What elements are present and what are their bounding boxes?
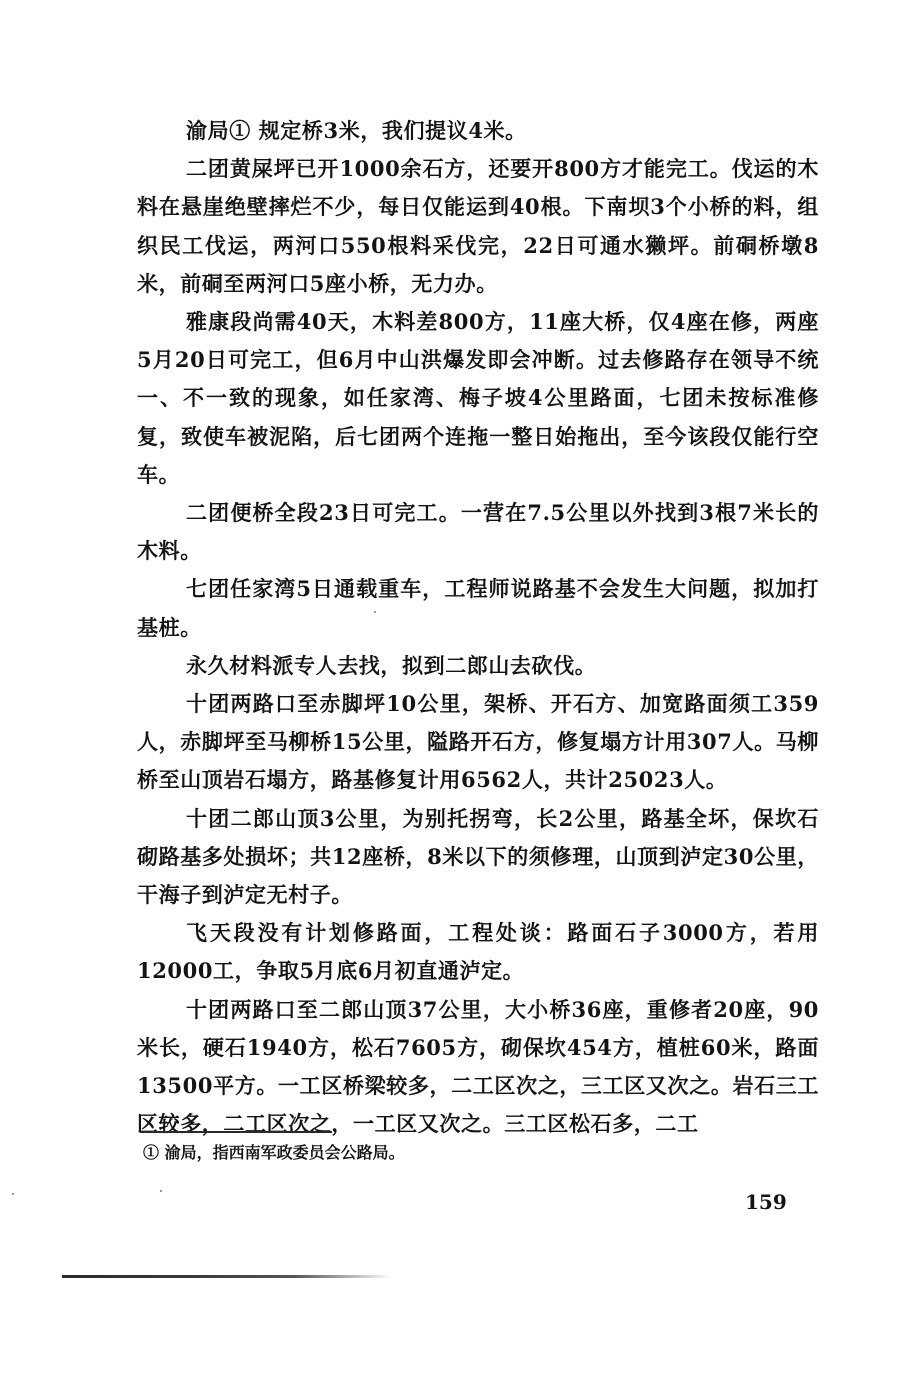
paragraph-7: 十团两路口至赤脚坪10公里，架桥、开石方、加宽路面须工359人，赤脚坪至马柳桥15公里，隘路开石方，修复塌方计用307人。马柳桥至山顶岩石塌方，路基修复计用6562人，共计25023人。 [137, 691, 819, 793]
paragraph-5: 七团任家湾5日通载重车，工程师说路基不会发生大问题，拟加打基桩。 [137, 576, 819, 640]
footnote: ① 渝局，指西南军政委员会公路局。 [143, 1143, 405, 1162]
paragraph-10: 十团两路口至二郎山顶37公里，大小桥36座，重修者20座，90米长，硬石1940方，松石7605方，砌保坎454方，植桩60米，路面13500平方。一工区桥梁较多，二工区次之，三工区又次之。岩石三工区较多，二工区次之，一工区又次之。三工区松石多，二工 [137, 996, 819, 1137]
paragraph-1: 渝局① 规定桥3米，我们提议4米。 [186, 118, 527, 143]
paragraph-3: 雅康段尚需40天，木料差800方，11座大桥，仅4座在修，两座5月20日可完工，但6月中山洪爆发即会冲断。过去修路存在领导不统一、不一致的现象，如任家湾、梅子坡4公里路面，七团未按标准修复，致使车被泥陷，后七团两个连拖一整日始拖出，至今该段仅能行空车。 [137, 309, 819, 487]
paragraph-6: 永久材料派专人去找，拟到二郎山去砍伐。 [186, 652, 597, 678]
scan-speck [12, 1193, 14, 1195]
page-number: 159 [745, 1190, 787, 1214]
paragraph-9: 飞天段没有计划修路面，工程处谈：路面石子3000方，若用12000工，争取5月底6月初直通泸定。 [137, 920, 819, 984]
scan-speck [160, 1190, 162, 1192]
footnote-divider [140, 1131, 332, 1133]
body-text [137, 112, 819, 1143]
scan-speck [374, 611, 376, 613]
paragraph-4: 二团便桥全段23日可完工。一营在7.5公里以外找到3根7米长的木料。 [137, 500, 819, 564]
scan-edge-line [62, 1275, 392, 1278]
paragraph-8: 十团二郎山顶3公里，为别托拐弯，长2公里，路基全坏，保坎石砌路基多处损坏；共12座桥，8米以下的须修理，山顶到泸定30公里，干海子到泸定无村子。 [137, 805, 819, 908]
paragraph-2: 二团黄屎坪已开1000余石方，还要开800方才能完工。伐运的木料在悬崖绝壁摔烂不少，每日仅能运到40根。下南坝3个小桥的料，组织民工伐运，两河口550根料采伐完，22日可通水獭坪。前硐桥墩8米，前硐至两河口5座小桥，无力办。 [137, 156, 819, 296]
